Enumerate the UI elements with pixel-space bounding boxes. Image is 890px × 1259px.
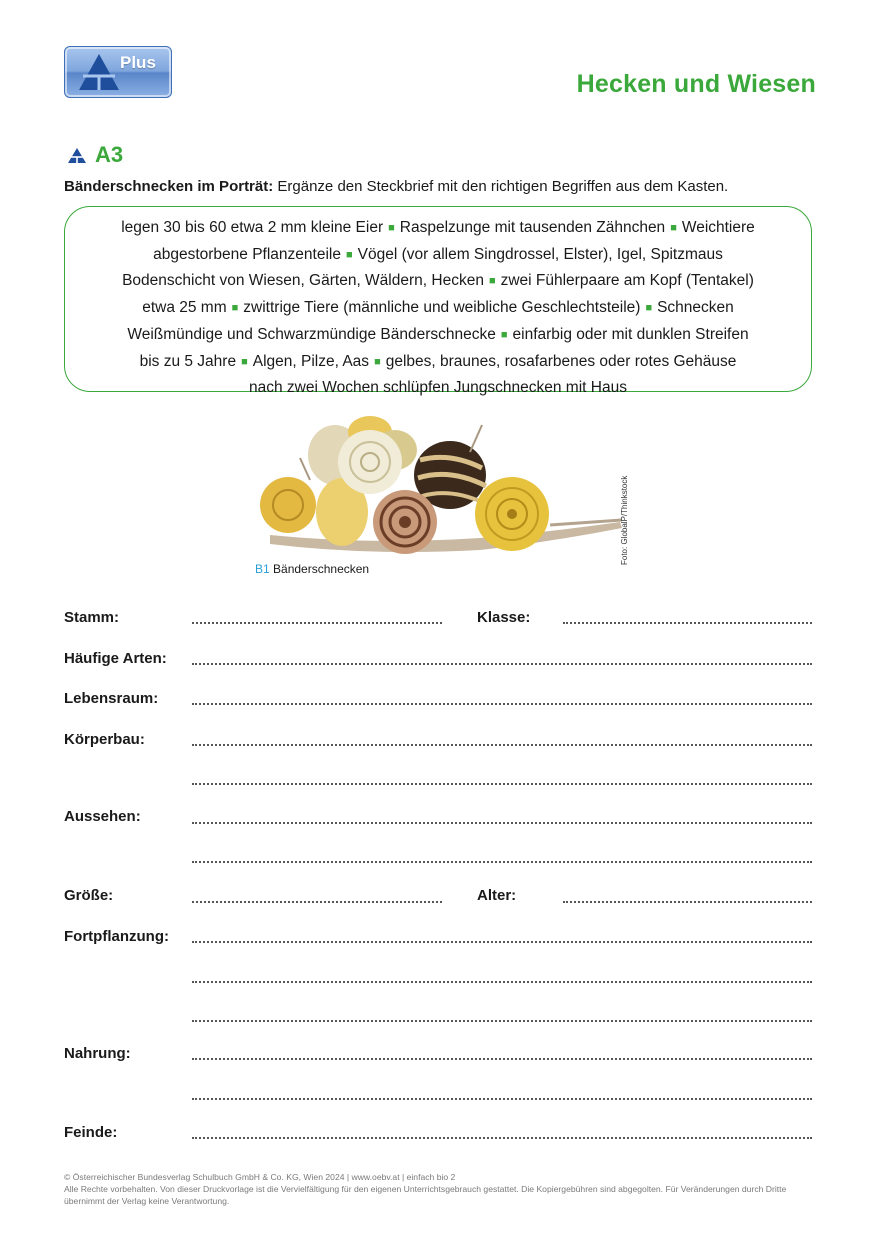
separator-square-icon: ■	[241, 355, 248, 368]
answer-line-nahrung-1[interactable]	[192, 1058, 812, 1060]
answer-line-groesse[interactable]	[192, 901, 442, 903]
answer-line-nahrung-2[interactable]	[192, 1098, 812, 1100]
page-title: Hecken und Wiesen	[576, 70, 816, 98]
separator-square-icon: ■	[374, 355, 381, 368]
answer-line-fortpflanzung-3[interactable]	[192, 1020, 812, 1022]
word-box-term: zwei Fühlerpaare am Kopf (Tentakel)	[500, 272, 754, 290]
answer-line-klasse[interactable]	[563, 622, 812, 624]
separator-square-icon: ■	[488, 275, 496, 288]
field-label-klasse: Klasse:	[477, 609, 531, 626]
word-box-term: etwa 25 mm	[142, 299, 227, 317]
separator-square-icon: ■	[500, 328, 508, 341]
answer-line-fortpflanzung-1[interactable]	[192, 941, 812, 943]
separator-square-icon: ■	[388, 222, 395, 234]
field-label-groesse: Größe:	[64, 887, 114, 904]
field-label-alter: Alter:	[477, 887, 517, 904]
field-label-feinde: Feinde:	[64, 1124, 118, 1141]
photo-credit: Foto: GlobalP/Thinkstock	[620, 475, 629, 565]
word-box-term: Bodenschicht von Wiesen, Gärten, Wäldern, Hecken	[122, 272, 484, 290]
answer-line-aussehen-2[interactable]	[192, 861, 812, 863]
word-box-term: abgestorbene Pflanzenteile	[153, 245, 341, 263]
instruction-bold: Bänderschnecken im Porträt:	[64, 178, 274, 195]
separator-square-icon: ■	[645, 302, 653, 315]
word-box-term: Vögel (vor allem Singdrossel, Elster), Igel, Spitzmaus	[357, 245, 723, 263]
figure-caption-text: Bänderschnecken	[269, 562, 370, 576]
word-box-term: gelbes, braunes, rosafarbenes oder rotes Gehäuse	[385, 352, 737, 370]
snail-photo	[250, 410, 630, 560]
word-box-term: bis zu 5 Jahre	[139, 352, 237, 370]
answer-line-lebensraum[interactable]	[192, 703, 812, 705]
footer-copyright: © Österreichischer Bundesverlag Schulbuch GmbH & Co. KG, Wien 2024 | www.oebv.at | einfach bio 2	[64, 1172, 456, 1182]
triangle-logo-icon	[77, 52, 121, 92]
separator-square-icon: ■	[231, 302, 239, 315]
word-box-term: Raspelzunge mit tausenden Zähnchen	[399, 219, 666, 236]
separator-square-icon: ■	[670, 222, 677, 234]
field-label-fortpflanzung: Fortpflanzung:	[64, 928, 169, 945]
word-box	[64, 206, 812, 397]
answer-line-fortpflanzung-2[interactable]	[192, 981, 812, 983]
task-id: A3	[95, 142, 124, 167]
word-box-line	[65, 322, 811, 349]
word-box-line	[65, 215, 811, 242]
word-box-term: legen 30 bis 60 etwa 2 mm kleine Eier	[121, 219, 384, 236]
field-label-arten: Häufige Arten:	[64, 650, 167, 667]
word-box-term: Weichtiere	[681, 219, 755, 236]
word-box-line	[65, 295, 811, 322]
field-label-koerperbau: Körperbau:	[64, 731, 145, 748]
plus-logo	[64, 46, 172, 98]
word-box-line	[65, 349, 811, 376]
answer-line-koerperbau-2[interactable]	[192, 783, 812, 785]
word-box-term: Weißmündige und Schwarzmündige Bänderschnecke	[127, 325, 496, 343]
field-label-aussehen: Aussehen:	[64, 808, 141, 825]
word-box-term: Algen, Pilze, Aas	[252, 352, 370, 370]
word-box-line	[65, 375, 811, 401]
word-box-line	[65, 242, 811, 269]
separator-square-icon: ■	[345, 248, 353, 261]
answer-line-feinde[interactable]	[192, 1137, 812, 1139]
triangle-level-icon	[68, 148, 86, 163]
answer-line-koerperbau-1[interactable]	[192, 744, 812, 746]
field-label-nahrung: Nahrung:	[64, 1045, 131, 1062]
footer-rights: Alle Rechte vorbehalten. Von dieser Druckvorlage ist die Vervielfältigung für den eigenen Unterrichtsgebrauch gestattet. Die Kopiergebühren sind abgegolten. Für Veränderungen durch Dritte übernimmt der Verlag keine Verantwortung.	[64, 1184, 787, 1206]
field-label-lebensraum: Lebensraum:	[64, 690, 159, 707]
word-box-term: nach zwei Wochen schlüpfen Jungschnecken mit Haus	[249, 379, 627, 397]
word-box-term: Schnecken	[657, 299, 734, 317]
field-label-stamm: Stamm:	[64, 609, 120, 626]
footer	[64, 1171, 824, 1207]
answer-line-aussehen-1[interactable]	[192, 822, 812, 824]
answer-line-stamm[interactable]	[192, 622, 442, 624]
logo-label: Plus	[120, 53, 156, 72]
word-box-term: einfarbig oder mit dunklen Streifen	[512, 325, 749, 343]
task-instruction	[64, 178, 728, 195]
word-box-term: zwittrige Tiere (männliche und weibliche Geschlechtsteile)	[243, 299, 641, 317]
word-box-line	[65, 268, 811, 295]
instruction-text: Ergänze den Steckbrief mit den richtigen Begriffen aus dem Kasten.	[273, 178, 729, 195]
figure-id: B1	[255, 562, 270, 576]
answer-line-alter[interactable]	[563, 901, 812, 903]
figure-caption	[255, 562, 369, 576]
answer-line-arten[interactable]	[192, 663, 812, 665]
